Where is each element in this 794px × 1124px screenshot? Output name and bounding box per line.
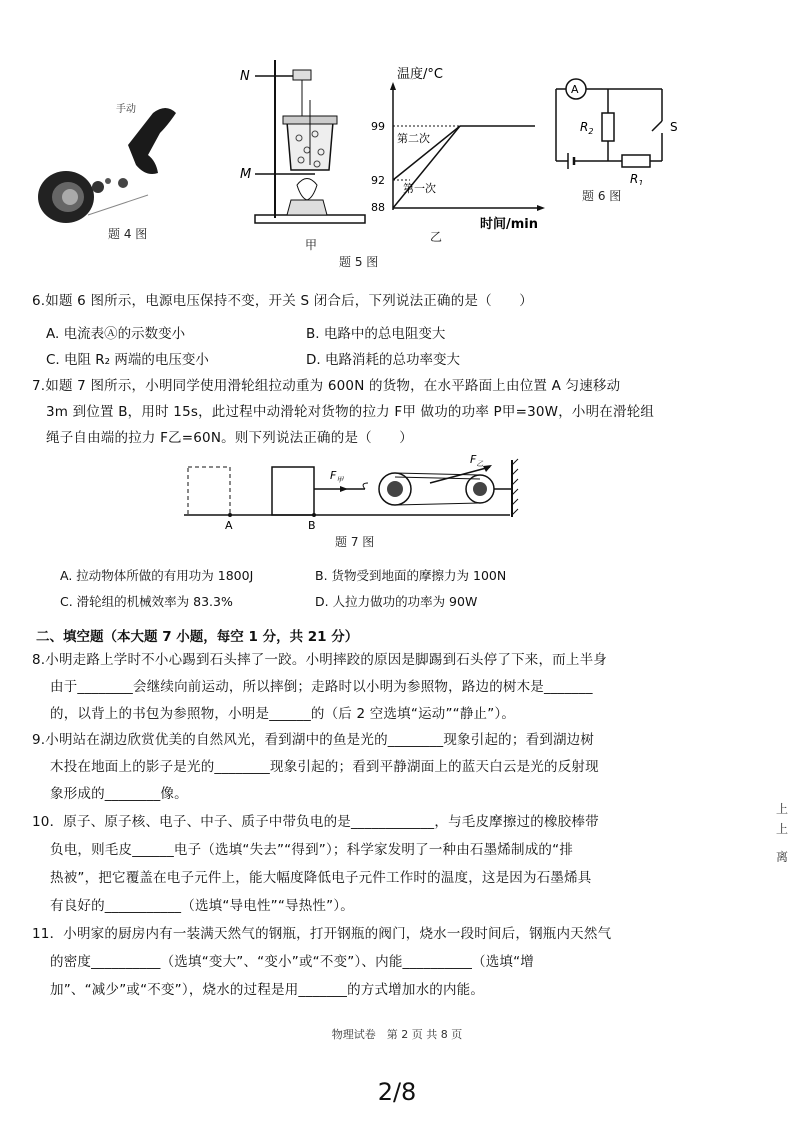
- figure-4-caption: 题 4 图: [108, 227, 148, 241]
- svg-text:F甲: [330, 469, 344, 484]
- section-2-title: 二、填空题（本大题 7 小题，每空 1 分，共 21 分）: [36, 629, 359, 645]
- fig6-switch-label: S: [670, 120, 678, 134]
- q7-option-b: B. 货物受到地面的摩擦力为 100N: [315, 568, 507, 583]
- fig6-R1-label: R: [630, 172, 639, 185]
- q7-option-d: D. 人拉力做功的功率为 90W: [315, 594, 478, 609]
- q9-line2: 木投在地面上的影子是光的________现象引起的；看到平静湖面上的蓝天白云是光的反射现: [50, 759, 599, 775]
- svg-text:F乙: [470, 455, 483, 468]
- figure-6: [550, 75, 700, 205]
- q6-option-c: C. 电阻 R₂ 两端的电压变小: [46, 352, 209, 368]
- figure-4-drawing: [28, 95, 203, 245]
- svg-text:R1: [630, 172, 643, 185]
- fig5-label-jia: 甲: [305, 238, 318, 252]
- fig6-R2-label: R: [580, 120, 589, 134]
- fig5-tick-88: 88: [371, 201, 385, 214]
- fig5-tick-92: 92: [371, 174, 385, 187]
- figure-4: [28, 95, 203, 245]
- fig7-F-yi-sub: 乙: [476, 460, 484, 468]
- figure-5-drawing: [235, 60, 555, 245]
- figure-6-caption: 题 6 图: [582, 189, 622, 203]
- fig6-R1-sub: 1: [638, 179, 644, 185]
- q7-line2: 3m 到位置 B，用时 15s，此过程中动滑轮对货物的拉力 F甲 做功的功率 P甲=30W，小明在滑轮组: [46, 404, 655, 420]
- q9-line3: 象形成的________像。: [50, 786, 188, 802]
- figure-7: [180, 455, 520, 550]
- fig4-hand-label: 手动: [116, 104, 136, 115]
- figure-5: [235, 60, 555, 270]
- fig5-ylabel: 温度/°C: [397, 67, 443, 82]
- figure-6-circuit: [550, 75, 700, 185]
- side-mark-1: 上: [776, 802, 789, 816]
- fig7-F-jia: F: [330, 469, 337, 482]
- page-footer: 物理试卷 第 2 页 共 8 页: [331, 1028, 463, 1041]
- fig7-F-jia-sub: 甲: [336, 476, 344, 484]
- fig5-line-second: 第二次: [397, 132, 430, 145]
- q10-line4: 有良好的___________（选填“导电性”“导热性”）。: [50, 898, 354, 914]
- fig5-label-yi: 乙: [430, 230, 443, 244]
- fig5-label-N: N: [240, 69, 250, 84]
- fig7-F-yi: F: [470, 455, 477, 466]
- fig6-R2-sub: 2: [588, 127, 594, 136]
- q8-line3: 的，以背上的书包为参照物，小明是______的（后 2 空选填“运动”“静止”）。: [50, 706, 516, 722]
- fig7-label-A: A: [225, 519, 233, 530]
- q10-line2: 负电，则毛皮______电子（选填“失去”“得到”）；科学家发明了一种由石墨烯制成的“排: [50, 842, 574, 858]
- q8-line1: 8.小明走路上学时不小心踢到石头摔了一跤。小明摔跤的原因是脚踢到石头停了下来，而上半身: [32, 652, 607, 668]
- q11-line2: 的密度__________（选填“变大”、“变小”或“不变”）、内能__________（选填“增: [50, 954, 535, 970]
- q7-line1: 7.如题 7 图所示，小明同学使用滑轮组拉动重为 600N 的货物，在水平路面上由位置 A 匀速移动: [32, 378, 621, 394]
- side-mark-2: 上: [776, 822, 789, 836]
- q10-line1: 10．原子、原子核、电子、中子、质子中带负电的是____________，与毛皮摩擦过的橡胶棒带: [32, 814, 599, 830]
- q7-option-c: C. 滑轮组的机械效率为 83.3%: [60, 594, 233, 609]
- fig7-label-B: B: [308, 519, 316, 530]
- figure-5-caption: 题 5 图: [339, 255, 379, 269]
- fig5-line-first: 第一次: [403, 182, 436, 195]
- fig5-label-M: M: [240, 167, 252, 182]
- page-number: 2/8: [377, 1078, 417, 1106]
- q6-option-d: D. 电路消耗的总功率变大: [306, 352, 460, 368]
- side-mark-3: 离: [776, 850, 789, 864]
- q6-option-b: B. 电路中的总电阻变大: [306, 326, 446, 342]
- q10-line3: 热被”，把它覆盖在电子元件上，能大幅度降低电子元件工作时的温度，这是因为石墨烯具: [50, 870, 592, 886]
- q11-line3: 加”、“减少”或“不变”），烧水的过程是用_______的方式增加水的内能。: [50, 982, 485, 998]
- q8-line2: 由于________会继续向前运动，所以摔倒；走路时以小明为参照物，路边的树木是_______: [50, 679, 593, 695]
- figure-7-caption: 题 7 图: [335, 535, 375, 549]
- q9-line1: 9.小明站在湖边欣赏优美的自然风光，看到湖中的鱼是光的________现象引起的；看到湖边树: [32, 732, 595, 748]
- figure-7-drawing: [180, 455, 520, 530]
- fig5-tick-99: 99: [371, 120, 385, 133]
- q11-line1: 11．小明家的厨房内有一装满天然气的钢瓶，打开钢瓶的阀门，烧水一段时间后，钢瓶内天然气: [32, 926, 612, 942]
- q6-option-a: A. 电流表Ⓐ的示数变小: [46, 326, 186, 342]
- svg-text:R2: [580, 120, 593, 136]
- q7-option-a: A. 拉动物体所做的有用功为 1800J: [60, 568, 254, 583]
- fig5-xlabel: 时间/min: [480, 217, 539, 232]
- q7-line3: 绳子自由端的拉力 F乙=60N。则下列说法正确的是（ ）: [46, 430, 413, 446]
- fig6-ammeter-label: A: [571, 83, 579, 96]
- q6-stem: 6.如题 6 图所示，电源电压保持不变，开关 S 闭合后，下列说法正确的是（ ）: [32, 293, 533, 309]
